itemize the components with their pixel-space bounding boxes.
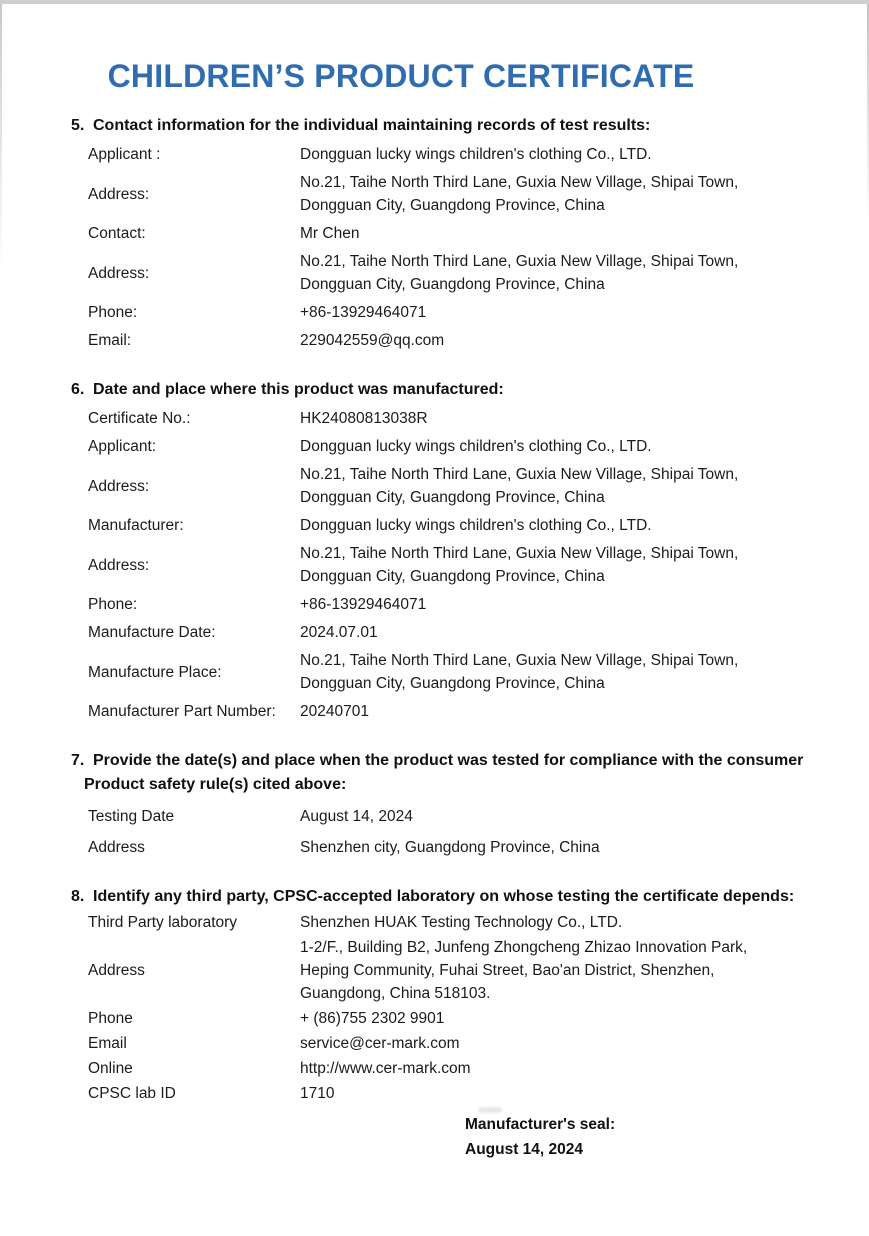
field-label: Address: (88, 185, 150, 203)
field-label: Online (88, 1060, 133, 1077)
field-label: Phone: (88, 304, 138, 321)
scan-artifact (478, 1107, 502, 1113)
value-line: Dongguan City, Guangdong Province, China (300, 675, 605, 692)
field-value (300, 542, 809, 588)
field-value (300, 936, 809, 1005)
field-value (300, 329, 809, 352)
field-row (71, 222, 809, 245)
value-line: Dongguan City, Guangdong Province, China (300, 276, 605, 293)
field-row (71, 171, 809, 217)
section-heading (71, 378, 809, 402)
field-label: Address: (88, 264, 150, 282)
field-value (300, 222, 809, 245)
field-row (71, 250, 809, 296)
field-row (71, 593, 809, 616)
field-label: Contact: (88, 225, 146, 242)
value-line: 20240701 (300, 703, 369, 720)
field-row (71, 435, 809, 458)
field-value (300, 143, 809, 166)
field-label: Phone: (88, 596, 138, 613)
section-heading (71, 114, 809, 138)
seal-date: August 14, 2024 (465, 1141, 584, 1158)
section-heading-line2: Product safety rule(s) cited above: (84, 776, 347, 793)
field-row (71, 1007, 809, 1030)
certificate-body (0, 114, 869, 1162)
section-7-testing-info (71, 749, 809, 859)
field-value (300, 911, 809, 934)
value-line: Shenzhen HUAK Testing Technology Co., LTD. (300, 914, 623, 931)
value-line: Heping Community, Fuhai Street, Bao'an District, Shenzhen, (300, 962, 715, 979)
section-8-laboratory-info (71, 885, 809, 1105)
field-row (71, 911, 809, 934)
field-value (300, 593, 809, 616)
section-heading (71, 885, 809, 909)
field-label: Address (88, 839, 145, 856)
field-value (300, 407, 809, 430)
section-heading-text: Contact information for the individual maintaining records of test results: (93, 117, 651, 134)
section-6-manufacture-info (71, 378, 809, 723)
field-label: Email (88, 1035, 127, 1052)
value-line: 2024.07.01 (300, 624, 378, 641)
field-value (300, 463, 809, 509)
field-value (300, 435, 809, 458)
value-line: Dongguan City, Guangdong Province, China (300, 489, 605, 506)
field-label: Third Party laboratory (88, 914, 238, 931)
field-row (71, 301, 809, 324)
field-value (300, 805, 809, 828)
page-title: CHILDREN’S PRODUCT CERTIFICATE (107, 58, 695, 94)
field-label: Phone (88, 1010, 133, 1027)
field-label: Email: (88, 332, 132, 349)
value-line: service@cer-mark.com (300, 1035, 460, 1052)
field-row (71, 805, 809, 828)
field-value (300, 1082, 809, 1105)
field-row (71, 407, 809, 430)
value-line: No.21, Taihe North Third Lane, Guxia New Village, Shipai Town, (300, 652, 739, 669)
value-line: No.21, Taihe North Third Lane, Guxia New Village, Shipai Town, (300, 545, 739, 562)
section-5-records-contact (71, 114, 809, 352)
value-line: Dongguan lucky wings children's clothing Co., LTD. (300, 438, 652, 455)
value-line: +86-13929464071 (300, 596, 427, 613)
value-line: No.21, Taihe North Third Lane, Guxia New Village, Shipai Town, (300, 253, 739, 270)
value-line: 1-2/F., Building B2, Junfeng Zhongcheng Zhizao Innovation Park, (300, 939, 748, 956)
field-row (71, 329, 809, 352)
field-row (71, 621, 809, 644)
field-label: Manufacture Place: (88, 663, 222, 681)
value-line: HK24080813038R (300, 410, 428, 427)
section-number: 5. (71, 117, 85, 134)
section-heading (71, 749, 809, 773)
section-number: 6. (71, 381, 85, 398)
scan-edge-top (0, 0, 869, 4)
field-label: Testing Date (88, 808, 175, 825)
field-value (300, 301, 809, 324)
field-label: Manufacture Date: (88, 624, 216, 641)
field-value (300, 649, 809, 695)
section-heading-text: Identify any third party, CPSC-accepted laboratory on whose testing the certificate depends: (93, 888, 795, 905)
field-value (300, 621, 809, 644)
value-line: August 14, 2024 (300, 808, 413, 825)
section-number: 8. (71, 888, 85, 905)
value-line: +86-13929464071 (300, 304, 427, 321)
field-value (300, 171, 809, 217)
field-value (300, 250, 809, 296)
value-line: Dongguan lucky wings children's clothing Co., LTD. (300, 517, 652, 534)
field-label: Manufacturer: (88, 517, 184, 534)
field-value (300, 514, 809, 537)
value-line: Dongguan lucky wings children's clothing Co., LTD. (300, 146, 652, 163)
field-label: CPSC lab ID (88, 1085, 176, 1102)
value-line: http://www.cer-mark.com (300, 1060, 471, 1077)
value-line: 1710 (300, 1085, 335, 1102)
scan-edge-left (0, 4, 2, 274)
field-value (300, 700, 809, 723)
field-value (300, 1032, 809, 1055)
field-value (300, 836, 809, 859)
field-row (71, 542, 809, 588)
value-line: + (86)755 2302 9901 (300, 1010, 445, 1027)
field-row (71, 514, 809, 537)
field-row (71, 143, 809, 166)
field-label: Address: (88, 477, 150, 495)
field-value (300, 1007, 809, 1030)
value-line: Dongguan City, Guangdong Province, China (300, 197, 605, 214)
field-value (300, 1057, 809, 1080)
field-row (71, 463, 809, 509)
field-label: Applicant: (88, 438, 157, 455)
value-line: Shenzhen city, Guangdong Province, China (300, 839, 600, 856)
value-line: Mr Chen (300, 225, 360, 242)
field-label: Certificate No.: (88, 410, 191, 427)
value-line: Guangdong, China 518103. (300, 985, 491, 1002)
value-line: No.21, Taihe North Third Lane, Guxia New Village, Shipai Town, (300, 174, 739, 191)
field-row (71, 1057, 809, 1080)
section-heading-text: Provide the date(s) and place when the product was tested for compliance with the consumer (93, 752, 804, 769)
seal-label: Manufacturer's seal: (465, 1116, 616, 1133)
field-row (71, 836, 809, 859)
section-number: 7. (71, 752, 85, 769)
value-line: Dongguan City, Guangdong Province, China (300, 568, 605, 585)
field-label: Manufacturer Part Number: (88, 703, 276, 720)
field-label: Address (88, 962, 145, 979)
value-line: 229042559@qq.com (300, 332, 445, 349)
field-row (71, 649, 809, 695)
field-row (71, 1082, 809, 1105)
field-label: Applicant : (88, 146, 161, 163)
manufacturer-seal-block (465, 1112, 809, 1162)
field-label: Address: (88, 556, 150, 574)
section-heading-text: Date and place where this product was manufactured: (93, 381, 504, 398)
field-row (71, 1032, 809, 1055)
field-row (71, 700, 809, 723)
value-line: No.21, Taihe North Third Lane, Guxia New Village, Shipai Town, (300, 466, 739, 483)
field-row (71, 936, 809, 1005)
